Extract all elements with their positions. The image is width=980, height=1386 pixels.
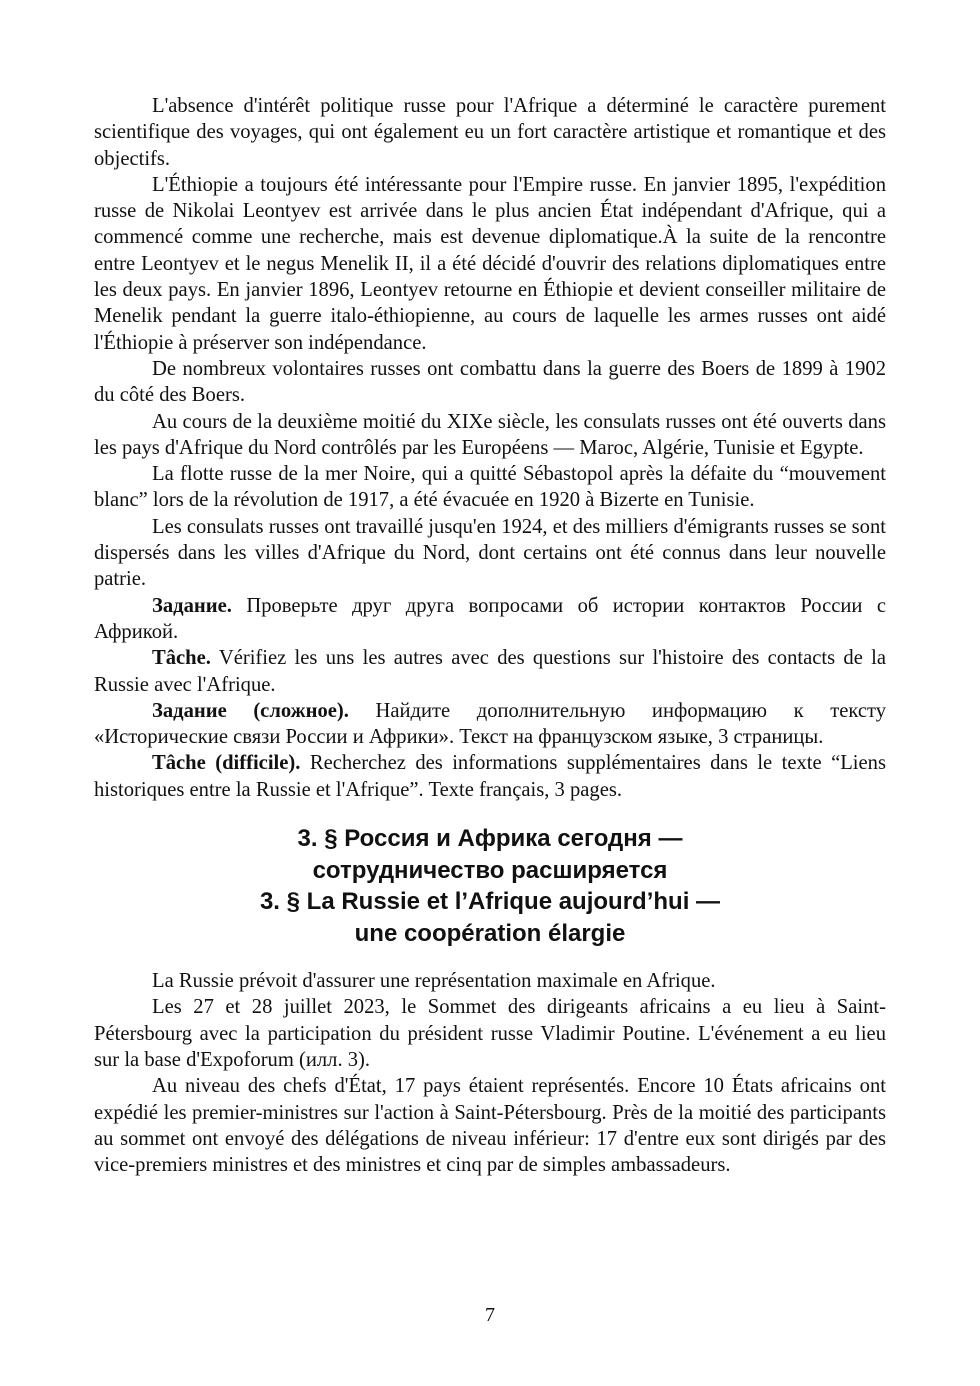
paragraph: L'absence d'intérêt politique russe pour l'Afrique a déterminé le caractère purement scientifique des voyages, qui ont également eu un fort caractère artistique et romantique et des objectifs. [94,95,886,170]
task-label: Задание (сложное). [152,699,349,722]
task-paragraph [94,750,886,803]
paragraph: La flotte russe de la mer Noire, qui a quitté Sébastopol après la défaite du “mouvement blanc” lors de la révolution de 1917, a été évacuée en 1920 à Bizerte en Tunisie. [94,463,886,512]
paragraph: Les consulats russes ont travaillé jusqu'en 1924, et des milliers d'émigrants russes se sont dispersés dans les villes d'Afrique du Nord, dont certains ont été connus dans leur nouvelle patrie. [94,515,886,591]
heading-ru-line-2: сотрудничество расширяется [312,856,668,884]
paragraph: L'Éthiopie a toujours été intéressante pour l'Empire russe. En janvier 1895, l'expédition russe de Nikolai Leontyev est arrivée dans le plus ancien État indépendant d'Afrique, qui a commencé comme une recherche, mais est devenue diplomatique.À la suite de la rencontre entre Leontyev et le negus Menelik II, il a été décidé d'ouvrir des relations diplomatiques entre les deux pays. En janvier 1896, Leontyev retourne en Éthiopie et devient conseiller militaire de Menelik pendant la guerre italo-éthiopienne, au cours de laquelle les armes russes ont aidé l'Éthiopie à préserver son indépendance. [94,173,886,354]
heading-fr-line-1: 3. § La Russie et l’Afrique aujourd’hui — [259,888,721,916]
task-text: Найдите дополнительную информацию к тексту «Исторические связи России и Африки». Текст на французском языке, 3 страницы. [94,699,886,749]
paragraph: Au cours de la deuxième moitié du XIXe siècle, les consulats russes ont été ouverts dans les pays d'Afrique du Nord contrôlés par les Européens — Maroc, Algérie, Tunisie et Egypte. [94,410,886,459]
task-label: Задание. [152,594,232,617]
task-label: Tâche. [152,647,211,670]
section-heading [94,823,886,949]
task-text: Recherchez des informations supplémentaires dans le texte “Liens historiques entre la Russie et l'Afrique”. Texte français, 3 pages. [94,752,886,801]
document-page [94,93,886,1178]
heading-fr-line-2: une coopération élargie [354,919,626,947]
paragraph: La Russie prévoit d'assurer une représentation maximale en Afrique. [152,970,716,993]
paragraph: Les 27 et 28 juillet 2023, le Sommet des dirigeants africains a eu lieu à Saint-Pétersbourg avec la participation du président russe Vladimir Poutine. L'événement a eu lieu sur la base d'Expoforum (илл. 3). [94,996,886,1071]
task-paragraph [94,593,886,646]
paragraph: Au niveau des chefs d'État, 17 pays étaient représentés. Encore 10 États africains ont expédié les premier-ministres sur l'action à Saint-Pétersbourg. Près de la moitié des participants au sommet ont envoyé des délégations de niveau inférieur: 17 d'entre eux sont dirigés par des vice-premiers ministres et des ministres et cinq par de simples ambassadeurs. [94,1075,886,1177]
task-paragraph [94,698,886,751]
task-label: Tâche (difficile). [152,752,301,775]
heading-ru-line-1: 3. § Россия и Африка сегодня — [297,825,683,853]
paragraph: De nombreux volontaires russes ont combattu dans la guerre des Boers de 1899 à 1902 du côté des Boers. [94,357,886,407]
task-text: Vérifiez les uns les autres avec des questions sur l'histoire des contacts de la Russie avec l'Afrique. [94,647,886,696]
task-paragraph [94,645,886,698]
page-number: 7 [485,1304,495,1326]
task-text: Проверьте друг друга вопросами об истории контактов России с Африкой. [94,594,886,643]
